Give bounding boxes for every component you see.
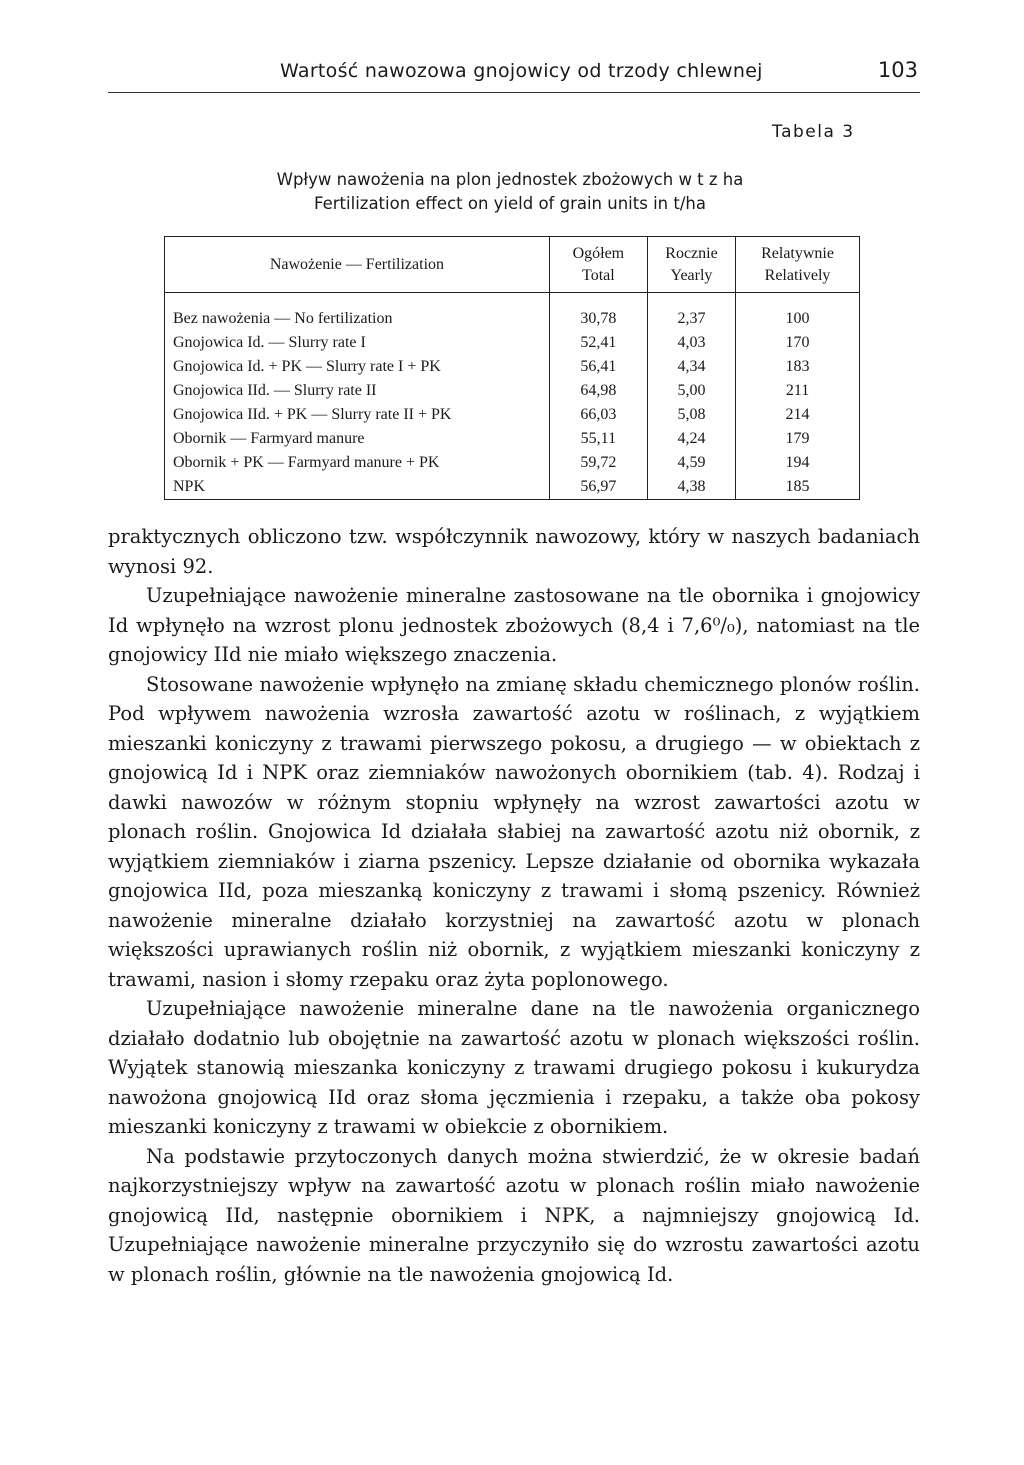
cell-total: 64,98 <box>549 379 647 403</box>
cell-relative: 214 <box>736 403 860 427</box>
table-caption-polish: Wpływ nawożenia na plon jednostek zbożowych w t z ha <box>276 170 744 189</box>
table-row <box>165 451 860 475</box>
page-header <box>108 58 920 93</box>
cell-yearly: 4,24 <box>647 427 735 451</box>
table-row <box>165 331 860 355</box>
cell-yearly: 4,03 <box>647 331 735 355</box>
cell-relative: 183 <box>736 355 860 379</box>
cell-yearly: 5,00 <box>647 379 735 403</box>
row-label: Bez nawożenia — No fertilization <box>165 307 550 331</box>
body-text <box>108 522 920 1289</box>
cell-total: 55,11 <box>549 427 647 451</box>
row-label: Obornik + PK — Farmyard manure + PK <box>165 451 550 475</box>
cell-total: 30,78 <box>549 307 647 331</box>
table-row <box>165 379 860 403</box>
cell-relative: 179 <box>736 427 860 451</box>
cell-yearly: 4,59 <box>647 451 735 475</box>
running-title: Wartość nawozowa gnojowicy od trzody chlewnej <box>280 60 763 82</box>
row-label: Gnojowica IId. + PK — Slurry rate II + PK <box>165 403 550 427</box>
table-caption-english: Fertilization effect on yield of grain units in t/ha <box>314 194 706 213</box>
row-label: Obornik — Farmyard manure <box>165 427 550 451</box>
column-header-fertilization: Nawożenie — Fertilization <box>165 237 550 293</box>
paragraph: praktycznych obliczono tzw. współczynnik nawozowy, który w naszych badaniach wynosi 92. <box>108 525 920 578</box>
cell-relative: 185 <box>736 475 860 500</box>
table-spacer-row <box>165 293 860 308</box>
row-label: Gnojowica Id. — Slurry rate I <box>165 331 550 355</box>
cell-yearly: 4,38 <box>647 475 735 500</box>
row-label: NPK <box>165 475 550 500</box>
column-header-total: Ogółem Total <box>549 237 647 293</box>
table-header-row <box>165 237 860 293</box>
cell-total: 52,41 <box>549 331 647 355</box>
table-row <box>165 427 860 451</box>
cell-relative: 194 <box>736 451 860 475</box>
table-row <box>165 475 860 500</box>
cell-relative: 100 <box>736 307 860 331</box>
column-header-relatively: Relatywnie Relatively <box>736 237 860 293</box>
cell-total: 59,72 <box>549 451 647 475</box>
column-header-yearly: Rocznie Yearly <box>647 237 735 293</box>
paragraph: Na podstawie przytoczonych danych można stwierdzić, że w okresie badań najkorzystniejszy wpływ na zawartość azotu w plonach roślin miało nawożenie gnojowicą IId, następnie obornikiem i NPK, a najmniejszy gnojowicą Id. Uzupełniające nawożenie mineralne przyczyniło się do wzrostu zawartości azotu w plonach roślin, głównie na tle nawożenia gnojowicą Id. <box>108 1144 920 1286</box>
paragraph: Uzupełniające nawożenie mineralne dane na tle nawożenia organicznego działało dodatnio lub obojętnie na zawartość azotu w plonach większości roślin. Wyjątek stanowią mieszanka koniczyny z trawami drugiego pokosu i kukurydza nawożona gnojowicą IId oraz słoma jęczmienia i rzepaku, a także oba pokosy mieszanki koniczyny z trawami w obiekcie z obornikiem. <box>108 997 920 1138</box>
paragraph: Uzupełniające nawożenie mineralne zastosowane na tle obornika i gnojowicy Id wpłynęło na wzrost plonu jednostek zbożowych (8,4 i 7,6⁰/₀), natomiast na tle gnojowicy IId nie miało większego znaczenia. <box>108 584 920 666</box>
cell-relative: 211 <box>736 379 860 403</box>
table-row <box>165 307 860 331</box>
cell-relative: 170 <box>736 331 860 355</box>
yield-table <box>164 236 860 500</box>
row-label: Gnojowica IId. — Slurry rate II <box>165 379 550 403</box>
cell-yearly: 4,34 <box>647 355 735 379</box>
table-row <box>165 355 860 379</box>
row-label: Gnojowica Id. + PK — Slurry rate I + PK <box>165 355 550 379</box>
cell-total: 56,97 <box>549 475 647 500</box>
cell-total: 56,41 <box>549 355 647 379</box>
paragraph: Stosowane nawożenie wpłynęło na zmianę składu chemicznego plonów roślin. Pod wpływem nawożenia wzrosła zawartość azotu w roślinach, z wyjątkiem mieszanki koniczyny z trawami pierwszego pokosu, a drugiego — w obiektach z gnojowicą Id i NPK oraz ziemniaków nawożonych obornikiem (tab. 4). Rodzaj i dawki nawozów w różnym stopniu wpłynęły na wzrost zawartości azotu w plonach roślin. Gnojowica Id działała słabiej na zawartość azotu niż obornik, z wyjątkiem ziemniaków i ziarna pszenicy. Lepsze działanie od obornika wykazała gnojowica IId, poza mieszanką koniczyny z trawami i słomą pszenicy. Również nawożenie mineralne działało korzystniej na zawartość azotu w plonach większości uprawianych roślin niż obornik, z wyjątkiem mieszanki koniczyny z trawami, nasion i słomy rzepaku oraz żyta poplonowego. <box>108 672 920 991</box>
cell-yearly: 5,08 <box>647 403 735 427</box>
cell-yearly: 2,37 <box>647 307 735 331</box>
table-row <box>165 403 860 427</box>
cell-total: 66,03 <box>549 403 647 427</box>
table-label: Tabela 3 <box>772 122 855 142</box>
page-number: 103 <box>877 58 918 82</box>
